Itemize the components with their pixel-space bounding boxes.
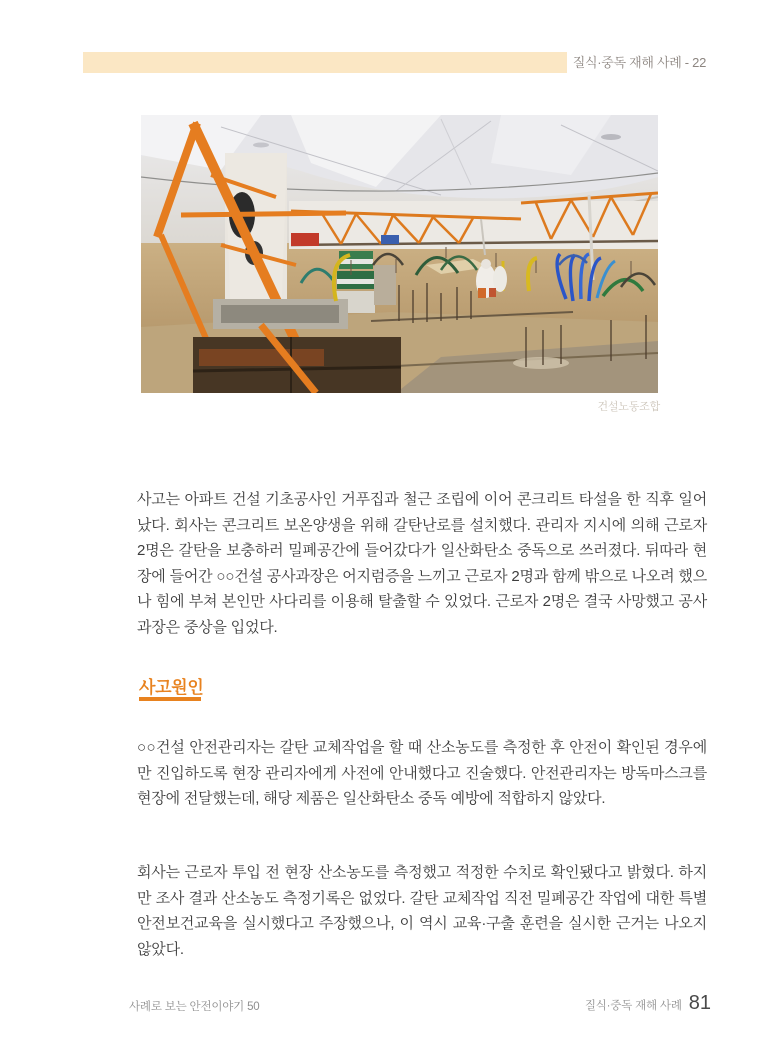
footer-right bbox=[585, 992, 711, 1015]
footer-page-number: 81 bbox=[688, 992, 711, 1014]
cause-paragraph-2: 회사는 근로자 투입 전 현장 산소농도를 측정했고 적정한 수치로 확인됐다고 밝혔다. 하지만 조사 결과 산소농도 측정기록은 없었다. 갈탄 교체작업 직전 밀폐공간 작업에 대한 특별안전보건교육을 실시했다고 주장했으나, 이 역시 교육·구출 훈련을 실시한 근거는 나오지 않았다. bbox=[137, 864, 707, 958]
cause-paragraph-1: ○○건설 안전관리자는 갈탄 교체작업을 할 때 산소농도를 측정한 후 안전이 확인된 경우에만 진입하도록 현장 관리자에게 사전에 안내했다고 진술했다. 안전관리자는 방독마스크를 현장에 전달했는데, 해당 제품은 일산화탄소 중독 예방에 적합하지 않았다. bbox=[137, 739, 707, 807]
photo-credit-caption: 건설노동조합 bbox=[597, 401, 660, 413]
construction-photo-svg bbox=[141, 115, 658, 393]
header-accent-bar bbox=[83, 52, 567, 73]
header-case-label: 질식·중독 재해 사례 - 22 bbox=[572, 55, 706, 70]
construction-site-photo bbox=[141, 115, 658, 393]
intro-paragraph: 사고는 아파트 건설 기초공사인 거푸집과 철근 조립에 이어 콘크리트 타설을 한 직후 일어났다. 회사는 콘크리트 보온양생을 위해 갈탄난로를 설치했다. 관리자 지시에 의해 근로자 2명은 갈탄을 보충하러 밀폐공간에 들어갔다가 일산화탄소 중독으로 쓰러졌다. 뒤따라 현장에 들어간 ○○건설 공사과장은 어지럼증을 느끼고 근로자 2명과 함께 밖으로 나오려 했으나 힘에 부쳐 본인만 사다리를 이용해 탈출할 수 있었다. 근로자 2명은 결국 사망했고 공사과장은 중상을 입었다. bbox=[137, 491, 707, 636]
footer-case-label: 질식·중독 재해 사례 bbox=[584, 1000, 682, 1012]
heading-underline bbox=[139, 697, 201, 701]
footer-series-title: 사례로 보는 안전이야기 50 bbox=[129, 1001, 260, 1013]
section-heading-cause: 사고원인 bbox=[139, 678, 204, 697]
